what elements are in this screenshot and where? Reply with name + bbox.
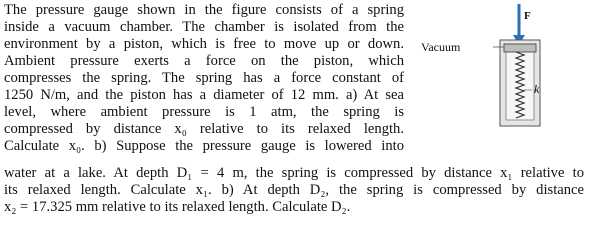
problem-line-9: Calculate x₀. b) Suppose the pressure gauge is lowered into [4,138,404,154]
problem-line-8: compressed by distance x₀ relative to its relaxed length. [4,121,404,137]
pressure-gauge-diagram [418,2,590,132]
problem-line-6: 1250 N/m, and the piston has a diameter of 12 mm. a) At sea [4,87,404,103]
problem-line-1: The pressure gauge shown in the figure consists of a spring [4,2,404,18]
force-label: F [524,10,531,22]
spring-constant-label: k [534,82,540,96]
problem-line-5: compresses the spring. The spring has a force constant of [4,70,404,86]
piston [504,44,536,52]
problem-line-7: level, where ambient pressure is 1 atm, the spring is [4,104,404,120]
problem-line-2: inside a vacuum chamber. The chamber is isolated from the [4,19,404,35]
problem-line-4: Ambient pressure exerts a force on the piston, which [4,53,404,69]
vacuum-label: Vacuum [421,40,461,54]
problem-line-12: x₂ = 17.325 mm relative to its relaxed length. Calculate D₂. [4,199,351,215]
problem-line-11: its relaxed length. Calculate x₁. b) At depth D₂, the spring is compressed by distance [4,182,584,198]
problem-line-3: environment by a piston, which is free to move up or down. [4,36,404,52]
problem-line-10: water at a lake. At depth D₁ = 4 m, the spring is compressed by distance x₁ relative to [4,165,584,181]
pressure-gauge-figure [418,2,590,132]
